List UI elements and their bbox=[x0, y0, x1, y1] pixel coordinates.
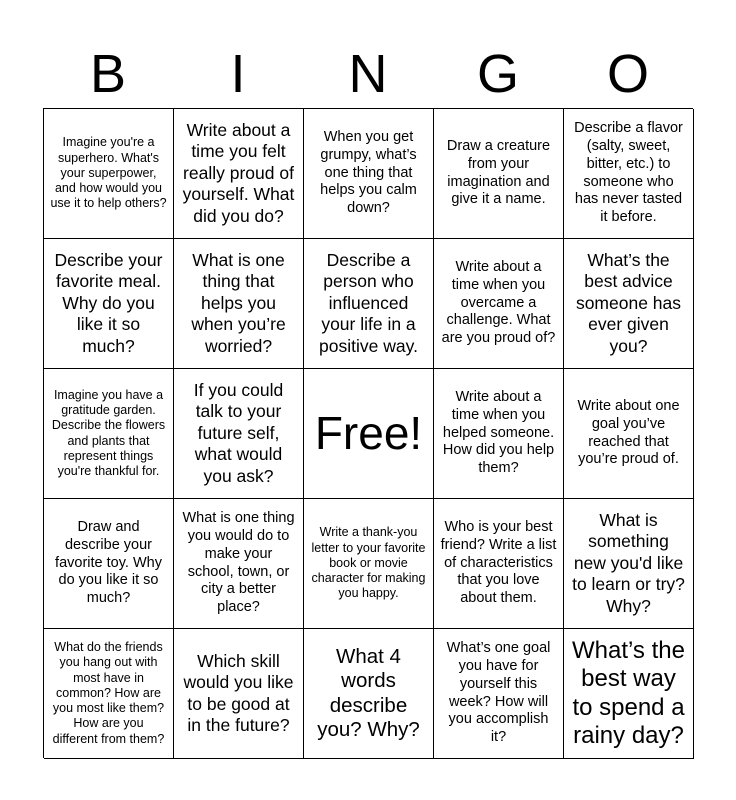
bingo-cell-r2c1[interactable] bbox=[44, 239, 174, 369]
bingo-cell-r1c5[interactable] bbox=[564, 109, 694, 239]
cell-text: What 4 words describe you? Why? bbox=[317, 645, 420, 741]
bingo-cell-r4c1[interactable] bbox=[44, 499, 174, 629]
bingo-cell-r1c4[interactable] bbox=[434, 109, 564, 239]
bingo-cell-r3c5[interactable] bbox=[564, 369, 694, 499]
free-space-cell[interactable] bbox=[304, 369, 434, 499]
cell-text: Draw and describe your favorite toy. Why do you like it so much? bbox=[55, 519, 162, 607]
cell-text: Imagine you have a gratitude garden. Describe the flowers and plants that represent things you're thankful for. bbox=[51, 387, 166, 478]
cell-text: Write a thank-you letter to your favorite book or movie character for making you happy. bbox=[311, 525, 426, 601]
cell-text: What’s the best advice someone has ever given you? bbox=[575, 250, 682, 356]
free-space-label: Free! bbox=[314, 407, 423, 460]
cell-text: What do the friends you hang out with most have in common? How are you most like them? How are you different from them? bbox=[52, 640, 165, 746]
cell-text: Who is your best friend? Write a list of characteristics that you love about them. bbox=[440, 519, 557, 607]
header-letter-o: O bbox=[606, 44, 649, 104]
bingo-cell-r1c1[interactable] bbox=[44, 109, 174, 239]
cell-text: What is something new you'd like to learn or try? Why? bbox=[572, 510, 685, 616]
bingo-cell-r2c5[interactable] bbox=[564, 239, 694, 369]
bingo-cell-r2c2[interactable] bbox=[174, 239, 304, 369]
bingo-cell-r4c4[interactable] bbox=[434, 499, 564, 629]
bingo-cell-r1c2[interactable] bbox=[174, 109, 304, 239]
bingo-cell-r5c4[interactable] bbox=[434, 629, 564, 759]
bingo-cell-r5c1[interactable] bbox=[44, 629, 174, 759]
bingo-board bbox=[43, 108, 693, 758]
bingo-cell-r3c2[interactable] bbox=[174, 369, 304, 499]
cell-text: What is one thing that helps you when you’re worried? bbox=[191, 250, 286, 356]
cell-text: What is one thing you would do to make your school, town, or city a better place? bbox=[182, 510, 295, 615]
bingo-cell-r5c5[interactable] bbox=[564, 629, 694, 759]
cell-text: If you could talk to your future self, what would you ask? bbox=[193, 380, 284, 486]
bingo-cell-r4c5[interactable] bbox=[564, 499, 694, 629]
bingo-cell-r2c4[interactable] bbox=[434, 239, 564, 369]
cell-text: What’s one goal you have for yourself this week? How will you accomplish it? bbox=[446, 640, 551, 745]
header-letter-n: N bbox=[348, 44, 388, 104]
cell-text: Which skill would you like to be good at in the future? bbox=[183, 650, 294, 735]
cell-text: Write about a time when you overcame a challenge. What are you proud of? bbox=[441, 259, 556, 347]
header-letter-g: G bbox=[476, 44, 519, 104]
bingo-header bbox=[43, 40, 693, 108]
cell-text: Write about a time you felt really proud of yourself. What did you do? bbox=[182, 120, 295, 226]
cell-text: Write about one goal you’ve reached that you’re proud of. bbox=[577, 398, 680, 468]
bingo-cell-r3c1[interactable] bbox=[44, 369, 174, 499]
bingo-cell-r3c4[interactable] bbox=[434, 369, 564, 499]
bingo-cell-r1c3[interactable] bbox=[304, 109, 434, 239]
cell-text: Write about a time when you helped someone. How did you help them? bbox=[442, 389, 555, 477]
cell-text: Describe your favorite meal. Why do you like it so much? bbox=[54, 250, 163, 356]
cell-text: Describe a flavor (salty, sweet, bitter, etc.) to someone who has never tasted it before. bbox=[574, 120, 683, 225]
cell-text: When you get grumpy, what’s one thing that helps you calm down? bbox=[320, 129, 417, 217]
bingo-cell-r2c3[interactable] bbox=[304, 239, 434, 369]
cell-text: What’s the best way to spend a rainy day? bbox=[572, 637, 685, 749]
cell-text: Describe a person who influenced your life in a positive way. bbox=[319, 250, 418, 356]
bingo-cell-r5c2[interactable] bbox=[174, 629, 304, 759]
header-letter-b: B bbox=[89, 44, 127, 104]
cell-text: Draw a creature from your imagination and give it a name. bbox=[446, 138, 551, 208]
cell-text: Imagine you're a superhero. What's your superpower, and how would you use it to help others? bbox=[50, 135, 167, 211]
bingo-cell-r4c2[interactable] bbox=[174, 499, 304, 629]
bingo-cell-r5c3[interactable] bbox=[304, 629, 434, 759]
bingo-cell-r4c3[interactable] bbox=[304, 499, 434, 629]
header-letter-i: I bbox=[230, 44, 246, 104]
